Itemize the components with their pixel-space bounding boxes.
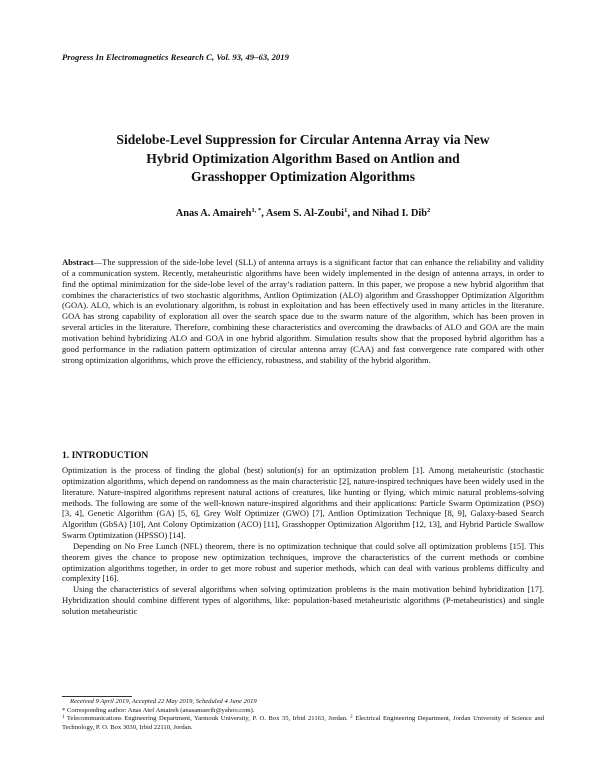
affiliation-1-marker: 1 <box>62 715 65 721</box>
journal-citation: Progress In Electromagnetics Research C, Vol. 93, 49–63, 2019 <box>62 52 289 62</box>
affiliations <box>62 715 544 732</box>
intro-paragraph-1: Optimization is the process of finding the global (best) solution(s) for an optimization problem [1]. Among metaheuristic (stochastic optimization algorithms, which depend on randomness as the main characteristic [2], nature-inspired techniques have been widely used in the literature. Nature-inspired algorithms represent natural actions of creatures, like hunting or flying, which mimic natural problems-solving methods. The following are some of the well-known nature-inspired algorithms and their applications: Particle Swarm Optimization (PSO) [3, 4], Genetic Algorithm (GA) [5, 6], Grey Wolf Optimizer (GWO) [7], Antlion Optimization Technique [8, 9], Galaxy-based Search Algorithm (GbSA) [10], Ant Colony Optimization (ACO) [11], Grasshopper Optimization Algorithm [12, 13], and Hybrid Particle Swallow Swarm Optimization (HPSSO) [14]. <box>62 465 544 541</box>
abstract <box>62 257 544 365</box>
intro-paragraph-2: Depending on No Free Lunch (NFL) theorem, there is no optimization technique that could solve all optimization problems [15]. This theorem gives the chance to propose new optimization techniques, improve the characteristics of the current methods or combine optimization algorithms together, in order to get more robust and superior methods, which can deal with various problems difficulty and complexity [16]. <box>62 540 544 584</box>
title-line-3: Grasshopper Optimization Algorithms <box>190 169 416 185</box>
author-1: Anas A. Amaireh <box>175 208 252 219</box>
paper-page <box>62 0 544 776</box>
author-2: Asem S. Al-Zoubi <box>265 208 345 219</box>
intro-paragraph-3: Using the characteristics of several algorithms when solving optimization problems is the main motivation behind hybridization [17]. Hybridization should combine different types of algorithms, like: population-based metaheuristic algorithms (P-metaheuristics) and single solution metaheuristic <box>62 584 544 616</box>
author-separator-1: , <box>261 208 266 219</box>
author-3-affiliation: 2 <box>427 207 431 214</box>
footnote-divider <box>62 696 132 697</box>
section-heading-introduction: 1. INTRODUCTION <box>62 450 149 461</box>
affiliation-1: Telecommunications Engineering Department, Yarmouk University, P. O. Box 35, Irbid 21163, Jordan. <box>64 715 351 723</box>
author-1-affiliation: 1, * <box>251 207 262 214</box>
footnotes <box>62 698 544 732</box>
author-2-affiliation: 1 <box>344 207 348 214</box>
introduction-body <box>62 465 544 617</box>
author-3: Nihad I. Dib <box>371 208 428 219</box>
paper-title <box>62 131 544 187</box>
title-line-1: Sidelobe-Level Suppression for Circular Antenna Array via New <box>116 132 490 147</box>
affiliation-2-marker: 2 <box>350 715 353 721</box>
received-dates: Received 9 April 2019, Accepted 22 May 2019, Scheduled 4 June 2019 <box>70 698 257 705</box>
author-separator-2: , and <box>347 208 372 219</box>
affiliation-2: Electrical Engineering Department, Jordan University of Science and Technology, P. O. Box 3030, Irbid 22110, Jordan. <box>62 715 545 731</box>
author-list <box>62 208 544 219</box>
title-line-2: Hybrid Optimization Algorithm Based on Antlion and <box>146 150 460 166</box>
abstract-text: —The suppression of the side-lobe level (SLL) of antenna arrays is a significant factor that can enhance the reliability and validity of a communication system. Recently, metaheuristic algorithms have been widely implemented in the design of antenna arrays, in order to find the optimal minimization for the side-lobe level of the array’s radiation pattern. In this paper, we propose a new hybrid algorithm that combines the characteristics of two stochastic algorithms, Antlion Optimization (ALO) algorithm and Grasshopper Optimization Algorithm (GOA). ALO, which is an evolutionary algorithm, is robust in exploitation and has been effectively used in many articles in the literature. GOA has strong capability of exploration all over the search space due to the swarm nature of the algorithm, which has been proven in several articles in the literature. Therefore, combining these characteristics and overcoming the drawbacks of ALO and GOA are the main motivation behind hybridizing ALO and GOA in one hybrid algorithm. Simulation results show that the proposed hybrid algorithm has a good performance in the radiation pattern optimization of circular antenna array (CAA) and fast convergence rate compared with other strong optimization algorithms, which prove the efficiency, robustness, and stability of the hybrid algorithm. <box>62 257 544 365</box>
abstract-label: Abstract <box>62 257 94 267</box>
corresponding-author-note: * Corresponding author: Anas Atef Amaireh (anasamaerih@yahoo.com). <box>62 706 255 714</box>
